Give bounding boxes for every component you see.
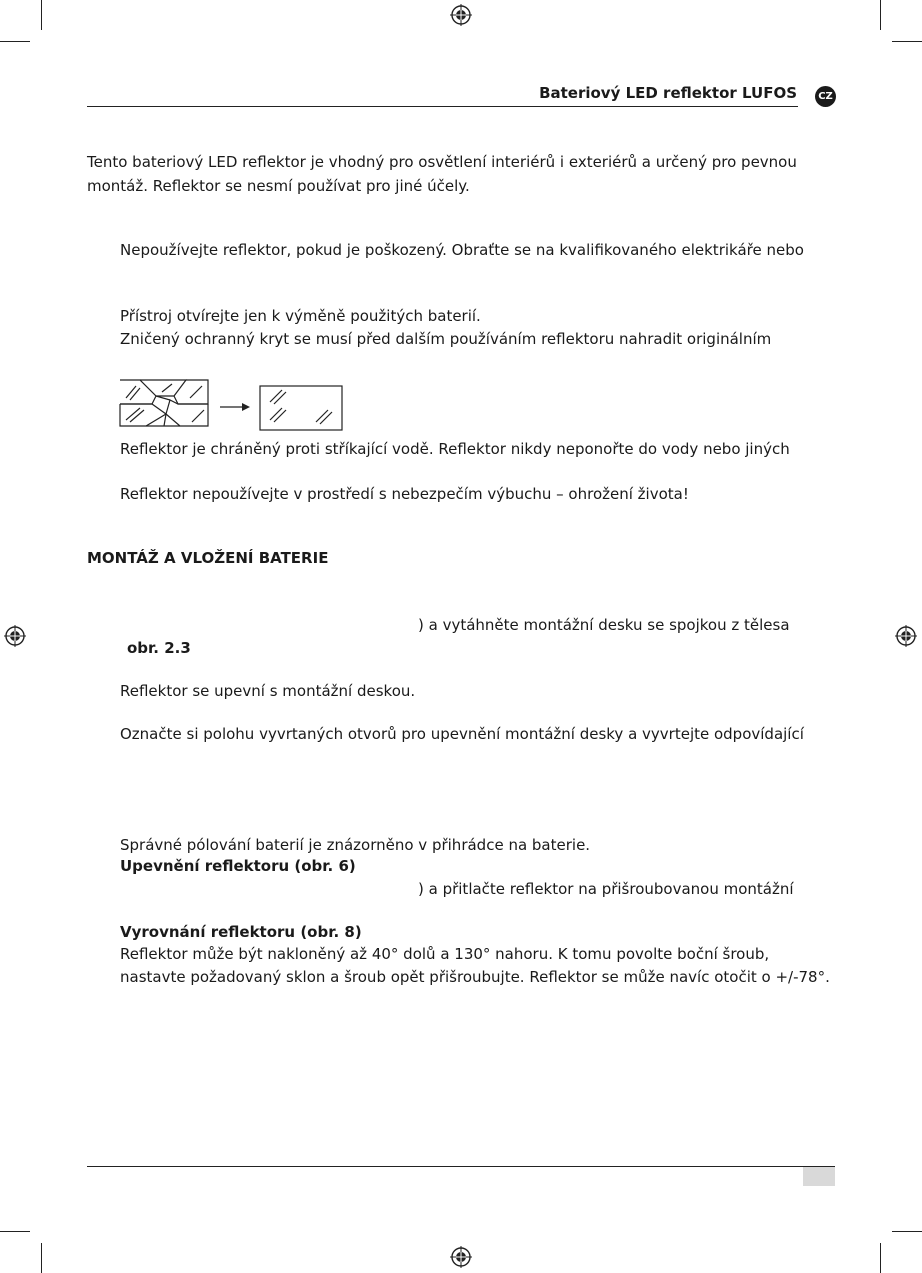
subheading-mounting: Upevnění reflektoru (obr. 6)	[120, 857, 356, 875]
new-cover-icon	[260, 386, 342, 430]
crop-mark	[880, 0, 881, 30]
safety-note-4: Reflektor je chráněný proti stříkající vodě. Reflektor nikdy neponořte do vody nebo jiných	[120, 440, 790, 458]
subheading-alignment: Vyrovnání reflektoru (obr. 8)	[120, 923, 362, 941]
registration-mark-icon	[4, 625, 26, 647]
crop-mark	[0, 1231, 30, 1232]
registration-mark-icon	[895, 625, 917, 647]
crop-mark	[892, 1231, 922, 1232]
figure-ref-2-3: obr. 2.3	[127, 639, 191, 657]
cover-replacement-illustration	[118, 374, 344, 432]
registration-mark-icon	[450, 1246, 472, 1268]
safety-note-2: Přístroj otvírejte jen k výměně použitých baterií.	[120, 307, 481, 325]
mount-step-3: Označte si polohu vyvrtaných otvorů pro upevnění montážní desky a vyvrtejte odpovídající	[120, 725, 804, 743]
safety-note-3: Zničený ochranný kryt se musí před dalším používáním reflektoru nahradit originálním	[120, 330, 772, 348]
language-badge: CZ	[815, 86, 836, 107]
crop-mark	[41, 1243, 42, 1273]
page-header-title: Bateriový LED reflektor LUFOS	[539, 84, 797, 102]
crop-mark	[880, 1243, 881, 1273]
crop-mark	[0, 41, 30, 42]
intro-line-2: montáž. Reflektor se nesmí používat pro jiné účely.	[87, 177, 470, 195]
safety-note-1: Nepoužívejte reflektor, pokud je poškozený. Obraťte se na kvalifikovaného elektrikáře nebo	[120, 241, 804, 259]
arrow-right-icon	[220, 403, 250, 411]
mount-step-2: Reflektor se upevní s montážní deskou.	[120, 682, 416, 700]
alignment-line-1: Reflektor může být nakloněný až 40° dolů a 130° nahoru. K tomu povolte boční šroub,	[120, 945, 770, 963]
page-number-box	[803, 1167, 835, 1186]
registration-mark-icon	[450, 4, 472, 26]
broken-cover-icon	[120, 380, 208, 426]
alignment-line-2: nastavte požadovaný sklon a šroub opět přišroubujte. Reflektor se může navíc otočit o +/-78°.	[120, 968, 830, 986]
section-heading: MONTÁŽ A VLOŽENÍ BATERIE	[87, 549, 329, 567]
mount-step-1: ) a vytáhněte montážní desku se spojkou z tělesa	[418, 616, 790, 634]
crop-mark	[41, 0, 42, 30]
footer-rule	[87, 1166, 835, 1167]
header-rule	[87, 106, 798, 107]
mount-step-4: ) a přitlačte reflektor na přišroubovanou montážní	[418, 880, 794, 898]
crop-mark	[892, 41, 922, 42]
safety-note-5: Reflektor nepoužívejte v prostředí s nebezpečím výbuchu – ohrožení života!	[120, 485, 689, 503]
battery-polarity-note: Správné pólování baterií je znázorněno v přihrádce na baterie.	[120, 836, 591, 854]
intro-line-1: Tento bateriový LED reflektor je vhodný pro osvětlení interiérů i exteriérů a určený pro pevnou	[87, 153, 797, 171]
